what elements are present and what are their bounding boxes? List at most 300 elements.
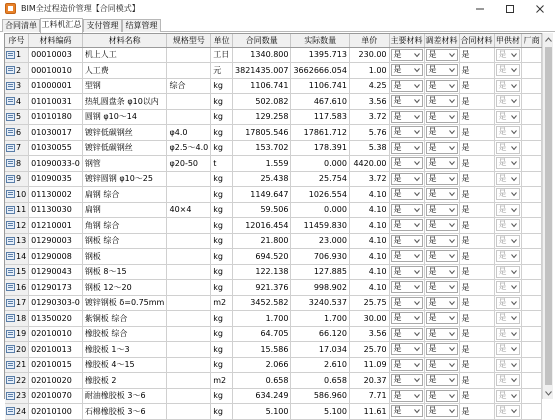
vertical-scrollbar[interactable]: [542, 33, 553, 399]
main-material-dropdown[interactable]: [391, 95, 423, 107]
actual-quantity[interactable]: 467.610: [291, 94, 349, 110]
owner-supply-dropdown[interactable]: [496, 266, 521, 278]
row-seq-cell[interactable]: [5, 63, 29, 79]
dropdown-arrow[interactable]: [510, 314, 518, 322]
material-code[interactable]: 01350020: [29, 311, 83, 327]
unit-price[interactable]: 11.61: [349, 404, 389, 420]
material-code[interactable]: 01290173: [29, 280, 83, 296]
manufacturer[interactable]: [522, 187, 542, 203]
dropdown-arrow[interactable]: [413, 252, 421, 260]
table-row[interactable]: [5, 218, 542, 234]
material-unit[interactable]: kg: [211, 249, 233, 265]
unit-price[interactable]: 4420.00: [349, 156, 389, 172]
dropdown-arrow[interactable]: [448, 330, 456, 338]
material-name[interactable]: 钢板 8～15: [82, 264, 167, 280]
manufacturer[interactable]: [522, 94, 542, 110]
material-unit[interactable]: kg: [211, 109, 233, 125]
material-name[interactable]: 镀锌低碳钢丝: [82, 140, 167, 156]
unit-price[interactable]: 4.10: [349, 249, 389, 265]
actual-quantity[interactable]: 23.000: [291, 233, 349, 249]
material-spec[interactable]: φ20-50: [167, 156, 211, 172]
adjust-material-dropdown[interactable]: [426, 219, 458, 231]
material-name[interactable]: 钢管: [82, 156, 167, 172]
main-material-dropdown[interactable]: [391, 250, 423, 262]
table-row[interactable]: [5, 125, 542, 141]
column-header-seq[interactable]: 序号: [5, 34, 29, 47]
column-header-contract-qty[interactable]: 合同数量: [233, 34, 291, 47]
table-row[interactable]: [5, 249, 542, 265]
dropdown-arrow[interactable]: [510, 345, 518, 353]
table-row[interactable]: [5, 109, 542, 125]
adjust-material-dropdown[interactable]: [426, 142, 458, 154]
contract-quantity[interactable]: 1149.647: [233, 187, 291, 203]
unit-price[interactable]: 5.76: [349, 125, 389, 141]
material-code[interactable]: 01290003: [29, 233, 83, 249]
column-header-price[interactable]: 单价: [349, 34, 389, 47]
main-material-dropdown[interactable]: [391, 49, 423, 61]
actual-quantity[interactable]: 1106.741: [291, 78, 349, 94]
adjust-material-dropdown[interactable]: [426, 312, 458, 324]
main-material-dropdown[interactable]: [391, 142, 423, 154]
tab-settlement-management[interactable]: 结算管理: [122, 19, 161, 32]
row-seq-cell[interactable]: [5, 109, 29, 125]
material-unit[interactable]: 工日: [211, 47, 233, 63]
owner-supply-dropdown[interactable]: [496, 328, 521, 340]
material-spec[interactable]: φ2.5～4.0: [167, 140, 211, 156]
main-material-dropdown[interactable]: [391, 405, 423, 417]
material-unit[interactable]: kg: [211, 388, 233, 404]
material-unit[interactable]: m2: [211, 373, 233, 389]
table-row[interactable]: [5, 156, 542, 172]
actual-quantity[interactable]: 178.391: [291, 140, 349, 156]
row-seq-cell[interactable]: [5, 171, 29, 187]
table-row[interactable]: [5, 280, 542, 296]
material-code[interactable]: 01130030: [29, 202, 83, 218]
minimize-button[interactable]: [465, 0, 495, 17]
dropdown-arrow[interactable]: [510, 407, 518, 415]
actual-quantity[interactable]: 5.100: [291, 404, 349, 420]
dropdown-arrow[interactable]: [448, 252, 456, 260]
owner-supply-dropdown[interactable]: [496, 250, 521, 262]
adjust-material-dropdown[interactable]: [426, 297, 458, 309]
owner-supply-dropdown[interactable]: [496, 64, 521, 76]
unit-price[interactable]: 4.10: [349, 280, 389, 296]
manufacturer[interactable]: [522, 202, 542, 218]
material-spec[interactable]: 综合: [167, 78, 211, 94]
column-header-actual-qty[interactable]: 实际数量: [291, 34, 349, 47]
unit-price[interactable]: 30.00: [349, 311, 389, 327]
contract-quantity[interactable]: 1.559: [233, 156, 291, 172]
manufacturer[interactable]: [522, 388, 542, 404]
contract-quantity[interactable]: 0.658: [233, 373, 291, 389]
main-material-dropdown[interactable]: [391, 266, 423, 278]
unit-price[interactable]: 4.10: [349, 187, 389, 203]
manufacturer[interactable]: [522, 342, 542, 358]
material-spec[interactable]: [167, 187, 211, 203]
owner-supply-dropdown[interactable]: [496, 111, 521, 123]
unit-price[interactable]: 25.70: [349, 342, 389, 358]
table-row[interactable]: [5, 233, 542, 249]
table-row[interactable]: [5, 295, 542, 311]
manufacturer[interactable]: [522, 125, 542, 141]
material-code[interactable]: 01030055: [29, 140, 83, 156]
adjust-material-dropdown[interactable]: [426, 281, 458, 293]
adjust-material-dropdown[interactable]: [426, 204, 458, 216]
main-material-dropdown[interactable]: [391, 64, 423, 76]
contract-quantity[interactable]: 15.586: [233, 342, 291, 358]
row-seq-cell[interactable]: [5, 187, 29, 203]
material-spec[interactable]: 40×4: [167, 202, 211, 218]
material-spec[interactable]: [167, 109, 211, 125]
dropdown-arrow[interactable]: [413, 113, 421, 121]
material-name[interactable]: 镀锌低碳钢丝: [82, 125, 167, 141]
table-row[interactable]: [5, 404, 542, 420]
row-seq-cell[interactable]: [5, 94, 29, 110]
contract-quantity[interactable]: 1106.741: [233, 78, 291, 94]
row-seq-cell[interactable]: [5, 326, 29, 342]
adjust-material-dropdown[interactable]: [426, 80, 458, 92]
owner-supply-dropdown[interactable]: [496, 281, 521, 293]
dropdown-arrow[interactable]: [510, 159, 518, 167]
adjust-material-dropdown[interactable]: [426, 359, 458, 371]
column-header-owner-supply[interactable]: 甲供材: [494, 34, 522, 47]
scroll-thumb[interactable]: [545, 47, 552, 385]
manufacturer[interactable]: [522, 264, 542, 280]
material-code[interactable]: 02010010: [29, 326, 83, 342]
material-spec[interactable]: [167, 47, 211, 63]
main-material-dropdown[interactable]: [391, 80, 423, 92]
dropdown-arrow[interactable]: [510, 376, 518, 384]
material-spec[interactable]: [167, 249, 211, 265]
dropdown-arrow[interactable]: [448, 159, 456, 167]
manufacturer[interactable]: [522, 373, 542, 389]
owner-supply-dropdown[interactable]: [496, 173, 521, 185]
dropdown-arrow[interactable]: [413, 66, 421, 74]
manufacturer[interactable]: [522, 357, 542, 373]
dropdown-arrow[interactable]: [448, 175, 456, 183]
contract-quantity[interactable]: 122.138: [233, 264, 291, 280]
material-spec[interactable]: [167, 326, 211, 342]
manufacturer[interactable]: [522, 47, 542, 63]
adjust-material-dropdown[interactable]: [426, 188, 458, 200]
dropdown-arrow[interactable]: [510, 299, 518, 307]
contract-quantity[interactable]: 1.700: [233, 311, 291, 327]
contract-quantity[interactable]: 3452.582: [233, 295, 291, 311]
adjust-material-dropdown[interactable]: [426, 266, 458, 278]
dropdown-arrow[interactable]: [413, 128, 421, 136]
main-material-dropdown[interactable]: [391, 204, 423, 216]
tab-material-summary[interactable]: 工料机汇总: [40, 18, 83, 33]
owner-supply-dropdown[interactable]: [496, 359, 521, 371]
dropdown-arrow[interactable]: [448, 407, 456, 415]
dropdown-arrow[interactable]: [510, 206, 518, 214]
main-material-dropdown[interactable]: [391, 374, 423, 386]
actual-quantity[interactable]: 2.610: [291, 357, 349, 373]
adjust-material-dropdown[interactable]: [426, 157, 458, 169]
table-row[interactable]: [5, 373, 542, 389]
contract-quantity[interactable]: 64.705: [233, 326, 291, 342]
dropdown-arrow[interactable]: [510, 252, 518, 260]
adjust-material-dropdown[interactable]: [426, 173, 458, 185]
dropdown-arrow[interactable]: [413, 221, 421, 229]
main-material-dropdown[interactable]: [391, 157, 423, 169]
dropdown-arrow[interactable]: [510, 113, 518, 121]
dropdown-arrow[interactable]: [448, 345, 456, 353]
dropdown-arrow[interactable]: [510, 66, 518, 74]
actual-quantity[interactable]: 1026.554: [291, 187, 349, 203]
material-name[interactable]: 扁钢 综合: [82, 187, 167, 203]
dropdown-arrow[interactable]: [413, 97, 421, 105]
dropdown-arrow[interactable]: [413, 82, 421, 90]
main-material-dropdown[interactable]: [391, 188, 423, 200]
main-material-dropdown[interactable]: [391, 390, 423, 402]
adjust-material-dropdown[interactable]: [426, 374, 458, 386]
dropdown-arrow[interactable]: [448, 299, 456, 307]
dropdown-arrow[interactable]: [510, 190, 518, 198]
dropdown-arrow[interactable]: [413, 190, 421, 198]
dropdown-arrow[interactable]: [448, 206, 456, 214]
actual-quantity[interactable]: 17.034: [291, 342, 349, 358]
manufacturer[interactable]: [522, 326, 542, 342]
row-seq-cell[interactable]: [5, 218, 29, 234]
material-unit[interactable]: kg: [211, 187, 233, 203]
material-unit[interactable]: m2: [211, 295, 233, 311]
dropdown-arrow[interactable]: [510, 283, 518, 291]
actual-quantity[interactable]: 0.000: [291, 156, 349, 172]
unit-price[interactable]: 11.09: [349, 357, 389, 373]
table-row[interactable]: [5, 311, 542, 327]
dropdown-arrow[interactable]: [510, 82, 518, 90]
material-unit[interactable]: 元: [211, 63, 233, 79]
dropdown-arrow[interactable]: [510, 268, 518, 276]
material-name[interactable]: 角钢 综合: [82, 218, 167, 234]
material-unit[interactable]: kg: [211, 311, 233, 327]
material-code[interactable]: 01290008: [29, 249, 83, 265]
manufacturer[interactable]: [522, 171, 542, 187]
material-code[interactable]: 00010003: [29, 47, 83, 63]
material-name[interactable]: 钢板 综合: [82, 233, 167, 249]
unit-price[interactable]: 4.10: [349, 202, 389, 218]
table-row[interactable]: [5, 63, 542, 79]
column-header-spec[interactable]: 规格型号: [167, 34, 211, 47]
dropdown-arrow[interactable]: [448, 82, 456, 90]
dropdown-arrow[interactable]: [448, 128, 456, 136]
material-code[interactable]: 01210001: [29, 218, 83, 234]
unit-price[interactable]: 3.72: [349, 171, 389, 187]
material-name[interactable]: 镀锌圆钢 φ10～25: [82, 171, 167, 187]
owner-supply-dropdown[interactable]: [496, 374, 521, 386]
main-material-dropdown[interactable]: [391, 343, 423, 355]
material-spec[interactable]: φ4.0: [167, 125, 211, 141]
adjust-material-dropdown[interactable]: [426, 328, 458, 340]
table-row[interactable]: [5, 140, 542, 156]
dropdown-arrow[interactable]: [413, 314, 421, 322]
row-seq-cell[interactable]: [5, 373, 29, 389]
adjust-material-dropdown[interactable]: [426, 235, 458, 247]
unit-price[interactable]: 4.25: [349, 78, 389, 94]
dropdown-arrow[interactable]: [510, 51, 518, 59]
column-header-code[interactable]: 材料编码: [29, 34, 83, 47]
contract-quantity[interactable]: 17805.546: [233, 125, 291, 141]
unit-price[interactable]: 230.00: [349, 47, 389, 63]
adjust-material-dropdown[interactable]: [426, 126, 458, 138]
column-header-contract-material[interactable]: 合同材料: [459, 34, 494, 47]
contract-quantity[interactable]: 153.702: [233, 140, 291, 156]
unit-price[interactable]: 25.75: [349, 295, 389, 311]
contract-quantity[interactable]: 2.066: [233, 357, 291, 373]
adjust-material-dropdown[interactable]: [426, 49, 458, 61]
actual-quantity[interactable]: 3240.537: [291, 295, 349, 311]
dropdown-arrow[interactable]: [510, 392, 518, 400]
table-row[interactable]: [5, 94, 542, 110]
row-seq-cell[interactable]: [5, 140, 29, 156]
scroll-up-button[interactable]: [543, 33, 554, 45]
actual-quantity[interactable]: 0.658: [291, 373, 349, 389]
row-seq-cell[interactable]: [5, 249, 29, 265]
close-button[interactable]: [525, 0, 555, 17]
material-spec[interactable]: [167, 311, 211, 327]
material-spec[interactable]: [167, 404, 211, 420]
dropdown-arrow[interactable]: [510, 128, 518, 136]
owner-supply-dropdown[interactable]: [496, 95, 521, 107]
dropdown-arrow[interactable]: [448, 190, 456, 198]
material-unit[interactable]: kg: [211, 171, 233, 187]
dropdown-arrow[interactable]: [413, 299, 421, 307]
row-seq-cell[interactable]: [5, 47, 29, 63]
material-spec[interactable]: [167, 171, 211, 187]
material-name[interactable]: 圆钢 φ10～14: [82, 109, 167, 125]
owner-supply-dropdown[interactable]: [496, 49, 521, 61]
material-code[interactable]: 00010010: [29, 63, 83, 79]
dropdown-arrow[interactable]: [510, 97, 518, 105]
material-spec[interactable]: [167, 94, 211, 110]
manufacturer[interactable]: [522, 109, 542, 125]
material-unit[interactable]: kg: [211, 404, 233, 420]
table-row[interactable]: [5, 187, 542, 203]
owner-supply-dropdown[interactable]: [496, 297, 521, 309]
actual-quantity[interactable]: 998.902: [291, 280, 349, 296]
dropdown-arrow[interactable]: [413, 159, 421, 167]
actual-quantity[interactable]: 1395.713: [291, 47, 349, 63]
dropdown-arrow[interactable]: [448, 51, 456, 59]
material-code[interactable]: 01090035: [29, 171, 83, 187]
material-code[interactable]: 02010020: [29, 373, 83, 389]
contract-quantity[interactable]: 129.258: [233, 109, 291, 125]
main-material-dropdown[interactable]: [391, 328, 423, 340]
material-spec[interactable]: [167, 295, 211, 311]
material-name[interactable]: 石棉橡胶板 3～6: [82, 404, 167, 420]
dropdown-arrow[interactable]: [448, 314, 456, 322]
dropdown-arrow[interactable]: [448, 283, 456, 291]
table-row[interactable]: [5, 47, 542, 63]
dropdown-arrow[interactable]: [413, 345, 421, 353]
material-spec[interactable]: [167, 388, 211, 404]
adjust-material-dropdown[interactable]: [426, 390, 458, 402]
dropdown-arrow[interactable]: [510, 330, 518, 338]
material-name[interactable]: 紫铜板 综合: [82, 311, 167, 327]
contract-quantity[interactable]: 921.376: [233, 280, 291, 296]
material-name[interactable]: 橡胶板 1～3: [82, 342, 167, 358]
dropdown-arrow[interactable]: [510, 237, 518, 245]
column-header-name[interactable]: 材料名称: [82, 34, 167, 47]
contract-quantity[interactable]: 1340.800: [233, 47, 291, 63]
material-code[interactable]: 01090033-0: [29, 156, 83, 172]
main-material-dropdown[interactable]: [391, 173, 423, 185]
scroll-down-button[interactable]: [543, 387, 554, 399]
material-code[interactable]: 01010031: [29, 94, 83, 110]
owner-supply-dropdown[interactable]: [496, 390, 521, 402]
table-row[interactable]: [5, 171, 542, 187]
actual-quantity[interactable]: 66.120: [291, 326, 349, 342]
column-header-main-material[interactable]: 主要材料: [389, 34, 424, 47]
tab-contract-list[interactable]: 合同清单: [2, 19, 40, 32]
dropdown-arrow[interactable]: [448, 221, 456, 229]
dropdown-arrow[interactable]: [413, 283, 421, 291]
unit-price[interactable]: 3.56: [349, 326, 389, 342]
manufacturer[interactable]: [522, 63, 542, 79]
main-material-dropdown[interactable]: [391, 111, 423, 123]
maximize-button[interactable]: [495, 0, 525, 17]
unit-price[interactable]: 4.10: [349, 218, 389, 234]
owner-supply-dropdown[interactable]: [496, 126, 521, 138]
material-spec[interactable]: [167, 233, 211, 249]
material-spec[interactable]: [167, 280, 211, 296]
main-material-dropdown[interactable]: [391, 297, 423, 309]
owner-supply-dropdown[interactable]: [496, 343, 521, 355]
unit-price[interactable]: 20.37: [349, 373, 389, 389]
material-code[interactable]: 01130002: [29, 187, 83, 203]
dropdown-arrow[interactable]: [448, 97, 456, 105]
dropdown-arrow[interactable]: [510, 144, 518, 152]
material-code[interactable]: 02010070: [29, 388, 83, 404]
row-seq-cell[interactable]: [5, 404, 29, 420]
actual-quantity[interactable]: 25.754: [291, 171, 349, 187]
material-name[interactable]: 橡胶板 4～15: [82, 357, 167, 373]
contract-quantity[interactable]: 634.249: [233, 388, 291, 404]
unit-price[interactable]: 3.56: [349, 94, 389, 110]
row-seq-cell[interactable]: [5, 125, 29, 141]
dropdown-arrow[interactable]: [448, 361, 456, 369]
material-name[interactable]: 型钢: [82, 78, 167, 94]
main-material-dropdown[interactable]: [391, 359, 423, 371]
row-seq-cell[interactable]: [5, 357, 29, 373]
material-code[interactable]: 01010180: [29, 109, 83, 125]
tab-payment-management[interactable]: 支付管理: [83, 19, 122, 32]
owner-supply-dropdown[interactable]: [496, 80, 521, 92]
material-name[interactable]: 机上人工: [82, 47, 167, 63]
actual-quantity[interactable]: 11459.830: [291, 218, 349, 234]
manufacturer[interactable]: [522, 311, 542, 327]
owner-supply-dropdown[interactable]: [496, 142, 521, 154]
unit-price[interactable]: 4.10: [349, 264, 389, 280]
dropdown-arrow[interactable]: [448, 268, 456, 276]
table-row[interactable]: [5, 264, 542, 280]
dropdown-arrow[interactable]: [413, 144, 421, 152]
row-seq-cell[interactable]: [5, 202, 29, 218]
material-unit[interactable]: kg: [211, 94, 233, 110]
column-header-unit[interactable]: 单位: [211, 34, 233, 47]
material-unit[interactable]: kg: [211, 140, 233, 156]
material-code[interactable]: 01000001: [29, 78, 83, 94]
contract-quantity[interactable]: 12016.454: [233, 218, 291, 234]
adjust-material-dropdown[interactable]: [426, 343, 458, 355]
material-code[interactable]: 01290043: [29, 264, 83, 280]
row-seq-cell[interactable]: [5, 388, 29, 404]
manufacturer[interactable]: [522, 295, 542, 311]
material-spec[interactable]: [167, 373, 211, 389]
actual-quantity[interactable]: 706.930: [291, 249, 349, 265]
owner-supply-dropdown[interactable]: [496, 235, 521, 247]
